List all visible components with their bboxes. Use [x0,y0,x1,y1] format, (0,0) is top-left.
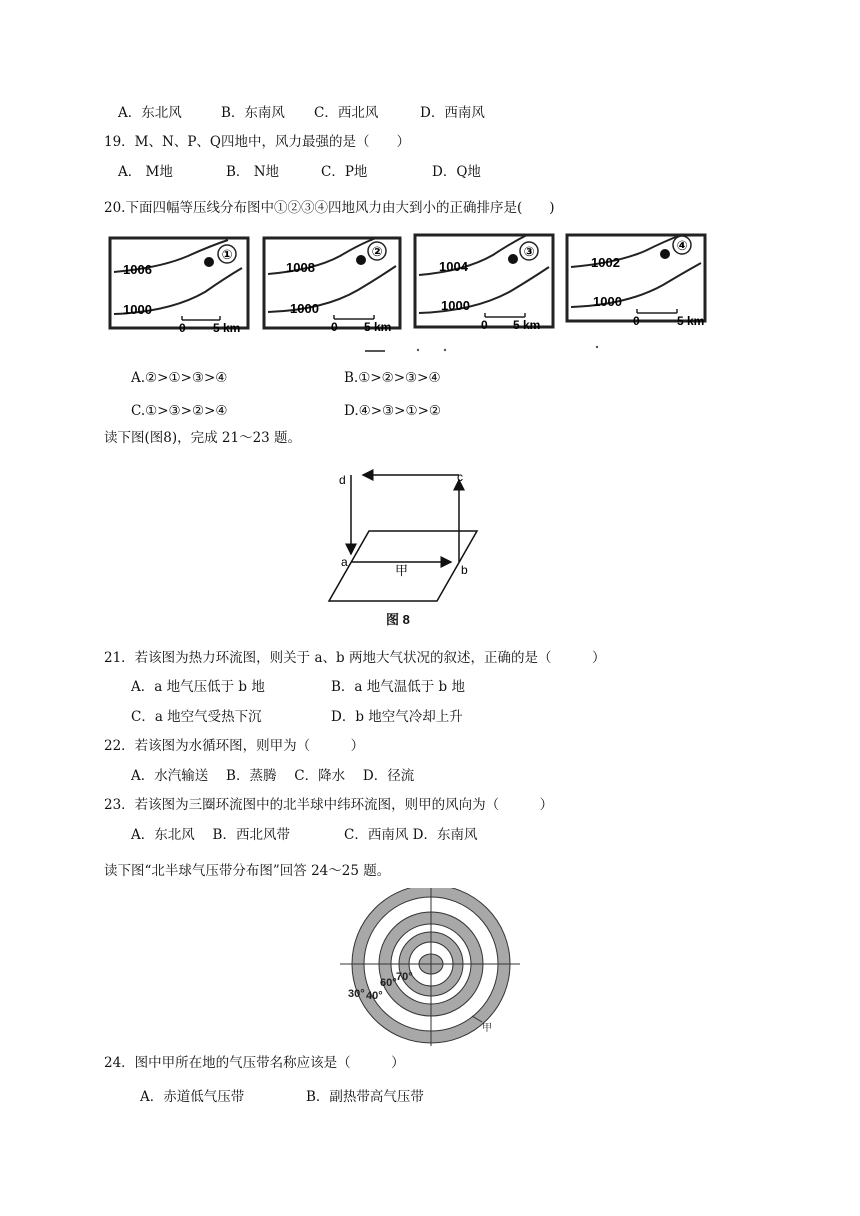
panel-1-lower-label: 1000 [123,302,152,317]
panel-4-marker: ④ [676,238,688,253]
isobar-panels-figure [100,230,715,355]
q19-option-c: C．P地 [321,164,368,180]
intro-21-23: 读下图(图8)，完成 21～23 题。 [104,430,302,446]
label-70-deg: 70° [396,971,413,983]
panel-1-scale-zero: 0 [179,321,186,335]
fig8-label-jia: 甲 [395,563,409,578]
panel-2-marker: ② [371,244,383,259]
q21-option-b: B．a 地气温低于 b 地 [331,679,465,695]
q20-option-b: B.①>②>③>④ [344,370,441,386]
panel-4-lower-label: 1000 [593,294,622,309]
panel-4-upper-label: 1002 [591,255,620,270]
panel-1-upper-label: 1006 [123,262,152,277]
q19-stem: 19．M、N、P、Q四地中，风力最强的是（ ） [104,134,410,150]
q21-option-c: C．a 地空气受热下沉 [131,709,262,725]
q20-stem: 20.下面四幅等压线分布图中①②③④四地风力由大到小的正确排序是( ) [104,200,555,216]
panel-4-scale-zero: 0 [633,314,640,328]
panel-2-upper-label: 1008 [286,260,315,275]
q22-stem: 22．若该图为水循环图，则甲为（ ） [104,738,365,754]
q23-options-ab: A．东北风 B．西北风带 [131,827,290,843]
panel-3-scale-zero: 0 [481,318,488,332]
panel-3-marker: ③ [523,244,535,259]
q22-options: A．水汽输送 B．蒸腾 C．降水 D．径流 [131,768,415,784]
q20-option-c: C.①>③>②>④ [131,403,228,419]
panel-2-scale-label: 5 km [364,320,392,334]
q18-option-b: B．东南风 [221,105,285,121]
isobar-panel-4 [567,235,705,328]
q18-option-d: D．西南风 [420,105,485,121]
q21-option-d: D．b 地空气冷却上升 [331,709,463,725]
fig8-label-d: d [339,473,346,487]
panel-3-scale-label: 5 km [513,318,541,332]
q23-options-cd: C．西南风 D．东南风 [344,827,478,843]
q24-stem: 24．图中甲所在地的气压带名称应该是（ ） [104,1055,405,1071]
q21-option-a: A．a 地气压低于 b 地 [131,679,265,695]
panel-2-lower-label: 1000 [290,301,319,316]
figure-8-circulation-diagram [325,462,495,607]
fig8-label-a: a [341,555,348,569]
fig8-label-b: b [461,563,468,577]
q21-stem: 21．若该图为热力环流图，则关于 a、b 两地大气状况的叙述，正确的是（ ） [104,650,606,666]
q19-option-a: A． M地 [118,164,173,180]
label-jia: 甲 [482,1023,492,1034]
isobar-panel-2 [264,238,400,334]
q20-option-a: A.②>①>③>④ [131,370,228,386]
panel-3-upper-label: 1004 [439,259,468,274]
intro-24-25: 读下图“北半球气压带分布图”回答 24～25 题。 [104,863,391,879]
isobar-panel-1 [110,238,248,335]
panel-3-lower-label: 1000 [441,298,470,313]
panel-4-scale-label: 5 km [677,314,705,328]
q24-option-a: A．赤道低气压带 [140,1089,245,1105]
label-40-deg: 40° [366,990,383,1002]
q24-option-b: B．副热带高气压带 [306,1089,424,1105]
isobar-panel-3 [415,235,553,332]
panel-2-scale-zero: 0 [331,320,338,334]
q19-option-d: D．Q地 [432,164,481,180]
pressure-belt-figure [340,888,520,1046]
q20-option-d: D.④>③>①>② [344,403,441,419]
figure-8-caption: 图 8 [386,612,410,627]
q18-option-a: A．东北风 [118,105,182,121]
q19-option-b: B． N地 [226,164,280,180]
q23-stem: 23．若该图为三圈环流图中的北半球中纬环流图，则甲的风向为（ ） [104,797,554,813]
label-60-deg: 60° [380,977,397,989]
label-30-deg: 30° [348,988,365,1000]
panel-1-marker: ① [221,247,233,262]
panel-1-scale-label: 5 km [213,321,241,335]
q18-option-c: C．西北风 [314,105,379,121]
fig8-label-c: c [457,470,463,484]
